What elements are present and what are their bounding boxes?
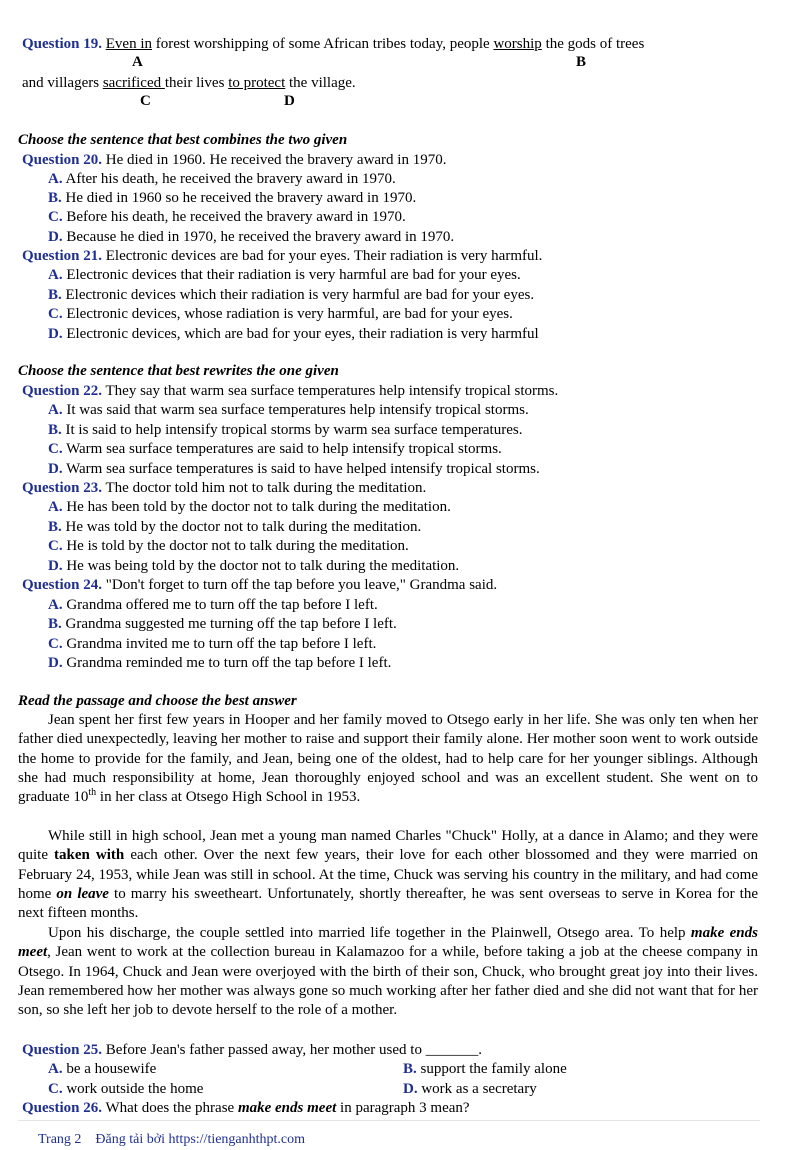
q22-option-b[interactable] — [48, 421, 522, 440]
q22-option-a[interactable] — [48, 401, 529, 420]
mark-b: B — [576, 54, 587, 70]
q23-option-c[interactable] — [48, 537, 409, 556]
option-letter: C. — [48, 209, 63, 225]
option-letter: A. — [48, 171, 63, 187]
footer-divider — [18, 1120, 760, 1121]
option-letter: D. — [48, 558, 63, 574]
section-heading-passage: Read the passage and choose the best answer — [18, 693, 297, 709]
option-letter: C. — [48, 441, 63, 457]
option-letter: A. — [48, 597, 63, 613]
option-text: Grandma suggested me turning off the tap before I left. — [61, 616, 397, 632]
option-text: Grandma invited me to turn off the tap before I left. — [62, 636, 377, 652]
option-text: work as a secretary — [417, 1081, 537, 1097]
option-letter: B. — [48, 616, 62, 632]
mark-d: D — [284, 93, 295, 109]
underlined-phrase-a: Even in — [105, 36, 153, 52]
question-text: The doctor told him not to talk during the meditation. — [102, 480, 427, 496]
option-letter: B. — [48, 287, 62, 303]
option-text: He has been told by the doctor not to talk during the meditation. — [62, 499, 451, 515]
emphasized-phrase: on leave — [56, 885, 109, 902]
emphasized-phrase: make ends meet — [18, 925, 758, 961]
passage-text: to marry his sweetheart. Unfortunately, shortly thereafter, he was sent overseas to serve in Korea for the next fifteen months. — [18, 885, 758, 922]
option-letter: A. — [48, 499, 63, 515]
question-26-stem — [22, 1099, 470, 1118]
question-text: the village. — [285, 75, 356, 91]
question-20-stem — [22, 151, 446, 170]
question-label: Question 22. — [22, 383, 103, 399]
option-text: It is said to help intensify tropical storms by warm sea surface temperatures. — [61, 422, 523, 438]
option-letter: B. — [48, 190, 62, 206]
passage-text: each other. Over the next few years, their love for each other blossomed and they were married on February 24, 1953, while Jean was still in school. At the time, Chuck was serving his country in the military, and had come home — [18, 847, 758, 902]
option-text: He was told by the doctor not to talk during the meditation. — [61, 519, 422, 535]
question-text: the gods of trees — [541, 36, 645, 52]
option-letter: A. — [48, 402, 63, 418]
option-text: It was said that warm sea surface temperatures help intensify tropical storms. — [62, 402, 529, 418]
q22-option-c[interactable] — [48, 440, 502, 459]
question-text: and villagers — [22, 75, 103, 91]
question-text: Electronic devices are bad for your eyes. Their radiation is very harmful. — [102, 248, 543, 264]
q21-option-a[interactable] — [48, 266, 521, 285]
option-letter: C. — [48, 538, 63, 554]
underlined-phrase-c: sacrificed — [102, 75, 165, 91]
page-footer: Trang 2 Đăng tải bởi https://tienganhthpt.com — [38, 1132, 306, 1147]
option-letter: B. — [48, 422, 62, 438]
mark-c: C — [140, 93, 151, 109]
q24-option-d[interactable] — [48, 654, 391, 673]
option-letter: B. — [403, 1061, 417, 1077]
q20-option-d[interactable] — [48, 228, 454, 247]
question-label: Question 24. — [22, 577, 103, 593]
passage-text: in her class at Otsego High School in 1953. — [96, 789, 361, 806]
passage-text: Jean spent her first few years in Hooper and her family moved to Otsego early in her life. She was only ten when her father died unexpectedly, leaving her mother to raise and support their family alone. Her mother soon went to work outside the home to provide for the family, and Jean, being one of the oldest, had to help care for her younger siblings. Although she had much responsibility at home, Jean thoroughly enjoyed school and was an excellent student. She went on to graduate 10 — [18, 712, 758, 806]
option-letter: D. — [48, 229, 63, 245]
option-letter: D. — [403, 1081, 418, 1097]
passage-text: Upon his discharge, the couple settled into married life together in the Plainwell, Otsego area. To help — [48, 925, 691, 941]
option-text: Electronic devices that their radiation is very harmful are bad for your eyes. — [62, 267, 521, 283]
option-text: Electronic devices, which are bad for your eyes, their radiation is very harmful — [62, 326, 539, 342]
option-text: Before his death, he received the bravery award in 1970. — [62, 209, 406, 225]
passage-text: , Jean went to work at the collection bureau in Kalamazoo for a while, before taking a job at the cheese company in Otsego. In 1964, Chuck and Jean were overjoyed with the birth of their son, Chuck, who brought great joy into their lives. Jean remembered how her mother was always gone so much working after her father died and she did not want that for her son, so she left her job to devote herself to the role of a mother. — [18, 944, 758, 1019]
option-text: Because he died in 1970, he received the bravery award in 1970. — [62, 229, 455, 245]
question-label: Question 21. — [22, 248, 103, 264]
question-label: Question 25. — [22, 1042, 103, 1058]
q24-option-b[interactable] — [48, 615, 397, 634]
q20-option-b[interactable] — [48, 189, 416, 208]
option-letter: C. — [48, 636, 63, 652]
mark-a: A — [132, 54, 143, 70]
question-text: "Don't forget to turn off the tap before you leave," Grandma said. — [102, 577, 498, 593]
question-22-stem — [22, 382, 558, 401]
option-text: Warm sea surface temperatures are said to help intensify tropical storms. — [62, 441, 502, 457]
question-25-stem — [22, 1041, 482, 1060]
passage-paragraph-1 — [18, 711, 758, 807]
q25-option-b[interactable] — [403, 1060, 567, 1079]
question-21-stem — [22, 247, 542, 266]
question-text: What does the phrase — [102, 1100, 238, 1116]
option-text: be a housewife — [62, 1061, 157, 1077]
q21-option-d[interactable] — [48, 325, 539, 344]
question-text: They say that warm sea surface temperatures help intensify tropical storms. — [102, 383, 559, 399]
q20-option-a[interactable] — [48, 170, 396, 189]
emphasized-phrase: make ends meet — [237, 1100, 337, 1116]
q25-option-a[interactable] — [48, 1060, 156, 1079]
question-19-line-2 — [22, 74, 356, 93]
option-text: support the family alone — [416, 1061, 567, 1077]
option-text: Grandma offered me to turn off the tap before I left. — [62, 597, 378, 613]
passage-text: While still in high school, Jean met a young man named Charles "Chuck" Holly, at a dance in Alamo; and they were quite — [18, 828, 758, 864]
question-label: Question 26. — [22, 1100, 103, 1116]
q23-option-a[interactable] — [48, 498, 451, 517]
q22-option-d[interactable] — [48, 460, 540, 479]
q23-option-b[interactable] — [48, 518, 421, 537]
option-letter: C. — [48, 306, 63, 322]
superscript: th — [88, 787, 97, 799]
question-label: Question 23. — [22, 480, 103, 496]
option-text: He died in 1960 so he received the bravery award in 1970. — [61, 190, 417, 206]
option-text: Grandma reminded me to turn off the tap before I left. — [62, 655, 392, 671]
section-heading-combine: Choose the sentence that best combines the two given — [18, 132, 348, 148]
question-text: Before Jean's father passed away, her mother used to _______. — [102, 1042, 482, 1058]
question-24-stem — [22, 576, 497, 595]
q25-option-d[interactable] — [403, 1080, 537, 1099]
question-text: forest worshipping of some African tribes today, people — [152, 36, 494, 52]
option-letter: B. — [48, 519, 62, 535]
question-text: He died in 1960. He received the bravery award in 1970. — [102, 152, 447, 168]
bold-phrase: taken with — [54, 847, 125, 864]
option-letter: D. — [48, 461, 63, 477]
option-letter: C. — [48, 1081, 63, 1097]
section-heading-rewrite: Choose the sentence that best rewrites the one given — [18, 363, 339, 379]
option-text: Electronic devices, whose radiation is very harmful, are bad for your eyes. — [62, 306, 513, 322]
q21-option-c[interactable] — [48, 305, 513, 324]
q21-option-b[interactable] — [48, 286, 534, 305]
q24-option-c[interactable] — [48, 635, 376, 654]
option-letter: D. — [48, 655, 63, 671]
question-label: Question 20. — [22, 152, 103, 168]
question-19-line-1 — [22, 35, 644, 54]
underlined-phrase-b: worship — [493, 36, 542, 52]
option-text: Warm sea surface temperatures is said to have helped intensify tropical storms. — [62, 461, 540, 477]
question-label: Question 19. — [22, 36, 103, 52]
option-letter: A. — [48, 267, 63, 283]
question-text: their lives — [164, 75, 229, 91]
option-text: He is told by the doctor not to talk during the meditation. — [62, 538, 409, 554]
passage-paragraph-3 — [18, 924, 758, 1020]
q25-option-c[interactable] — [48, 1080, 203, 1099]
q23-option-d[interactable] — [48, 557, 459, 576]
passage-paragraph-2 — [18, 827, 758, 923]
q24-option-a[interactable] — [48, 596, 378, 615]
option-letter: A. — [48, 1061, 63, 1077]
question-23-stem — [22, 479, 426, 498]
option-letter: D. — [48, 326, 63, 342]
option-text: He was being told by the doctor not to talk during the meditation. — [62, 558, 460, 574]
option-text: After his death, he received the bravery award in 1970. — [62, 171, 396, 187]
q20-option-c[interactable] — [48, 208, 406, 227]
underlined-phrase-d: to protect — [228, 75, 286, 91]
option-text: Electronic devices which their radiation is very harmful are bad for your eyes. — [61, 287, 535, 303]
question-text: in paragraph 3 mean? — [336, 1100, 470, 1116]
option-text: work outside the home — [62, 1081, 204, 1097]
